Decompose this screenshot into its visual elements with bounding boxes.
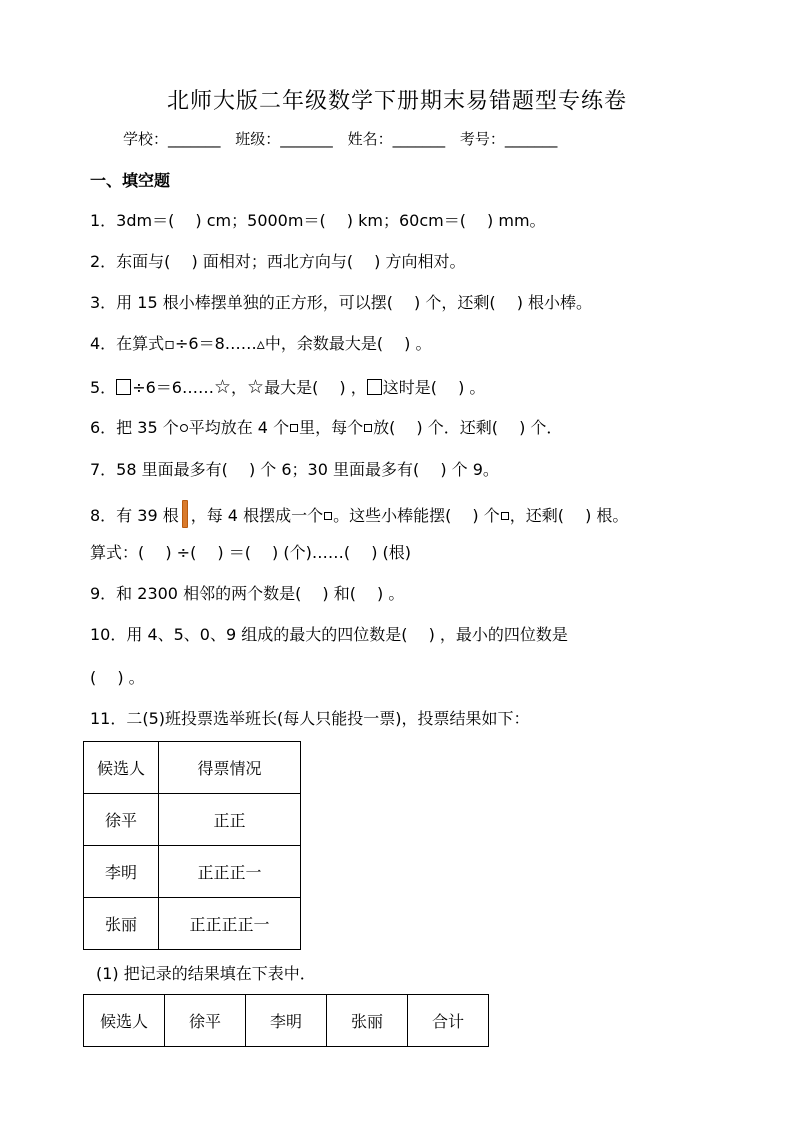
table-cell: 正正 — [159, 794, 301, 846]
sub-question-1: (1) 把记录的结果填在下表中． — [96, 964, 316, 983]
table-cell: 张丽 — [327, 995, 408, 1047]
table-header-row — [84, 742, 301, 794]
small-box-icon — [501, 512, 509, 520]
question-10: 10．用 4、5、0、9 组成的最大的四位数是( ) ，最小的四位数是 — [90, 625, 568, 644]
square-box-icon — [116, 379, 131, 395]
star-icon: ☆ — [213, 376, 232, 398]
question-3: 3．用 15 根小棒摆单独的正方形，可以摆( ) 个，还剩( ) 根小棒。 — [90, 293, 593, 312]
table-cell: 正正正一 — [159, 846, 301, 898]
vote-tally-table — [83, 741, 301, 950]
table-cell: 李明 — [84, 846, 159, 898]
table-cell: 候选人 — [84, 995, 165, 1047]
star-icon: ☆ — [247, 376, 265, 398]
small-box-icon — [324, 512, 332, 520]
section-heading: 一、填空题 — [90, 171, 171, 190]
number-field: 考号：_______ — [459, 130, 558, 148]
school-field: 学校：_______ — [123, 130, 221, 148]
small-box-icon — [290, 424, 298, 432]
class-field: 班级：_______ — [235, 130, 333, 148]
table-row — [84, 995, 489, 1047]
question-11: 11．二(5)班投票选举班长(每人只能投一票)，投票结果如下： — [90, 709, 530, 728]
question-6: 6．把 35 个 平均放在 4 个 里，每个 放( ) 个．还剩( ) 个． — [90, 418, 563, 437]
table-cell: 徐平 — [84, 794, 159, 846]
vote-result-table — [83, 994, 489, 1047]
page-title: 北师大版二年级数学下册期末易错题型专练卷 — [166, 89, 627, 114]
question-8-formula: 算式：( ) ÷( ) ＝( ) (个)……( ) (根) — [90, 543, 412, 562]
table-row — [84, 794, 301, 846]
question-4: 4．在算式▫÷6＝8……▵中，余数最大是( ) 。 — [90, 334, 432, 353]
table-header-cell: 候选人 — [84, 742, 159, 794]
table-row — [84, 898, 301, 950]
question-8: 8．有 39 根 ，每 4 根摆成一个 。这些小棒能摆( ) 个 ，还剩( ) 根。 — [90, 500, 628, 528]
table-cell: 徐平 — [165, 995, 246, 1047]
question-7: 7．58 里面最多有( ) 个 6；30 里面最多有( ) 个 9。 — [90, 460, 499, 479]
question-10-continued: ( ) 。 — [90, 668, 145, 687]
question-1: 1．3dm＝( ) cm；5000m＝( ) km；60cm＝( ) mm。 — [90, 211, 546, 230]
table-cell: 张丽 — [84, 898, 159, 950]
student-info — [123, 128, 567, 149]
table-cell: 合计 — [408, 995, 489, 1047]
table-row — [84, 846, 301, 898]
square-box-icon — [367, 379, 382, 395]
table-cell: 李明 — [246, 995, 327, 1047]
table-header-cell: 得票情况 — [159, 742, 301, 794]
stick-icon — [182, 500, 188, 528]
question-9: 9．和 2300 相邻的两个数是( ) 和( ) 。 — [90, 584, 405, 603]
question-5: 5． ÷6＝6……☆，☆最大是( ) ， 这时是( ) 。 — [90, 376, 486, 398]
name-field: 姓名：_______ — [347, 130, 446, 148]
question-2: 2．东面与( ) 面相对；西北方向与( ) 方向相对。 — [90, 252, 466, 271]
small-box-icon — [364, 424, 372, 432]
circle-icon — [180, 424, 188, 432]
table-cell: 正正正正一 — [159, 898, 301, 950]
